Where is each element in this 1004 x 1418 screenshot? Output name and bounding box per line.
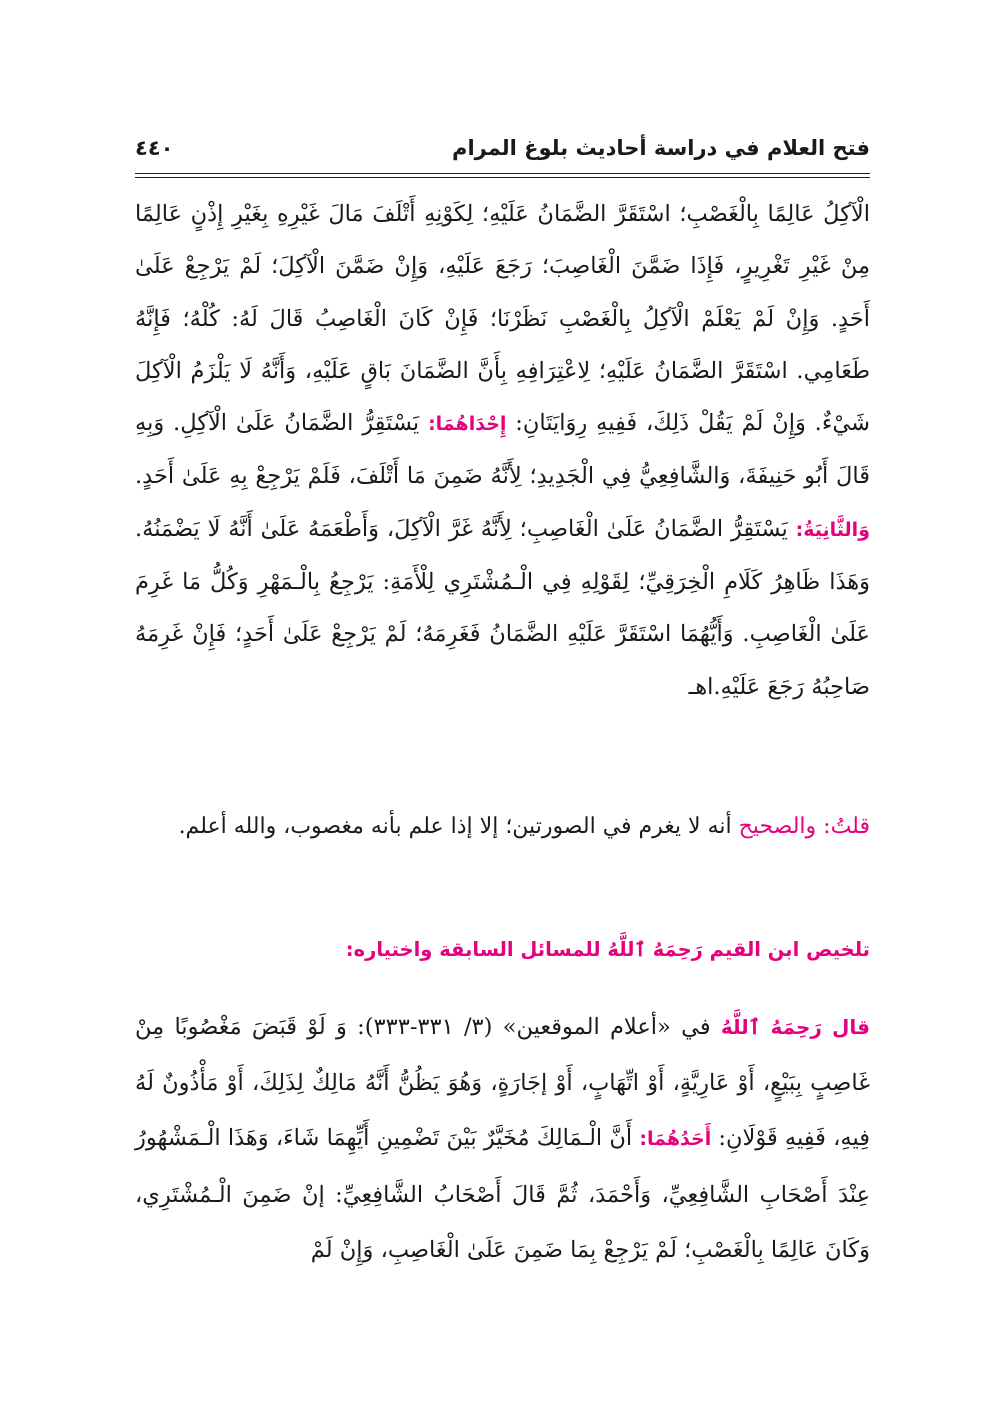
section-heading: تلخيص ابن القيم رَحِمَهُ ٱللَّهُ للمسائل السابقة واختياره:	[345, 938, 870, 961]
comment-paragraph	[135, 796, 870, 858]
quoted-passage-1	[135, 188, 870, 713]
quote-paragraph	[135, 188, 870, 713]
quote-text-part1: الْآكِلُ عَالِمًا بِالْغَصْبِ؛ اسْتَقَرَّ الضَّمَانُ عَلَيْهِ؛ لِكَوْنِهِ أَتْلَفَ مَالَ غَيْرِهِ بِغَيْرِ إِذْنٍ عَالِمًا مِنْ غَيْرِ تَغْرِيرٍ، فَإِذَا ضَمَّنَ الْغَاصِبَ؛ رَجَعَ عَلَيْهِ، وَإِنْ ضَمَّنَ الْآكِلَ؛ لَمْ يَرْجِعْ عَلَىٰ أَحَدٍ. وَإِنْ لَمْ يَعْلَمْ الْآكِلُ بِالْغَصْبِ نَظَرْنَا؛ فَإِنْ كَانَ الْغَاصِبُ قَالَ لَهُ: كُلْهُ؛ فَإِنَّهُ طَعَامِي. اسْتَقَرَّ الضَّمَانُ عَلَيْهِ؛ لِاعْتِرَافِهِ بِأَنَّ الضَّمَانَ بَاقٍ عَلَيْهِ، وَأَنَّهُ لَا يَلْزَمُ الْآكِلَ شَيْءٌ. وَإِنْ لَمْ يَقُلْ ذَلِكَ، فَفِيهِ رِوَايَتَانِ:	[135, 201, 871, 437]
quote2-paragraph	[135, 1000, 870, 1279]
comment-prefix: قلتُ:	[823, 814, 870, 839]
page-number: ٤٤٠	[135, 136, 174, 160]
highlight-first-narration: إِحْدَاهُمَا:	[428, 413, 507, 436]
quote2-text-part2: أَنَّ الْـمَالِكَ مُخَيَّرٌ بَيْنَ تَضْمِينِ أَيِّهِمَا شَاءَ، وَهَذَا الْـمَشْهُورُ عِنْدَ أَصْحَابِ الشَّافِعِيِّ، وَأَحْمَدَ، ثُمَّ قَالَ أَصْحَابُ الشَّافِعِيِّ: إنْ ضَمِنَ الْـمُشْتَرِي، وَكَانَ عَالِمًا بِالْغَصْبِ؛ لَمْ يَرْجِعْ بِمَا ضَمِنَ عَلَىٰ الْغَاصِبِ، وَإِنْ لَمْ	[135, 1125, 870, 1263]
comment-highlight: والصحيح	[738, 814, 817, 839]
page-header	[135, 128, 870, 168]
author-comment	[135, 796, 870, 858]
highlight-second-narration: وَالثَّانِيَةُ:	[795, 518, 870, 541]
header-rule-top	[135, 173, 870, 174]
quote2-lead: قال رَحِمَهُ ٱللَّهُ	[720, 1015, 870, 1039]
quoted-passage-2	[135, 1000, 870, 1279]
quote-text-part2: يَسْتَقِرُّ الضَّمَانُ عَلَىٰ الْآكِلِ. وَبِهِ قَالَ أَبُو حَنِيفَةَ، وَالشَّافِعِيُّ فِي الْجَدِيدِ؛ لِأَنَّهُ ضَمِنَ مَا أَتْلَفَ، فَلَمْ يَرْجِعْ بِهِ عَلَىٰ أَحَدٍ.	[135, 410, 870, 490]
highlight-first-opinion: أَحَدُهُمَا:	[639, 1128, 712, 1150]
book-title: فتح العلام في دراسة أحاديث بلوغ المرام	[452, 136, 870, 160]
quote-text-part3: يَسْتَقِرُّ الضَّمَانُ عَلَىٰ الْغَاصِبِ؛ لِأَنَّهُ غَرَّ الْآكِلَ، وَأَطْعَمَهُ عَلَىٰ أَنَّهُ لَا يَضْمَنُهُ. وَهَذَا ظَاهِرُ كَلَامِ الْخِرَقِيِّ؛ لِقَوْلِهِ فِي الْـمُشْتَرِي لِلْأَمَةِ: يَرْجِعُ بِالْـمَهْرِ وَكُلُّ مَا غَرِمَ عَلَىٰ الْغَاصِبِ. وَأَيُّهُمَا اسْتَقَرَّ عَلَيْهِ الضَّمَانُ فَغَرِمَهُ؛ لَمْ يَرْجِعْ عَلَىٰ أَحَدٍ؛ فَإِنْ غَرِمَهُ صَاحِبُهُ رَجَعَ عَلَيْهِ.اهـ	[135, 515, 870, 700]
comment-text: أنه لا يغرم في الصورتين؛ إلا إذا علم بأنه مغصوب، والله أعلم.	[178, 814, 732, 839]
header-rule-bottom	[135, 177, 870, 178]
quote2-text-part1: في «أعلام الموقعين» (٣/ ٣٣١-٣٣٣): وَ لَوْ قَبَضَ مَغْصُوبًا مِنْ غَاصِبٍ بِبَيْعٍ، أَوْ عَارِيَّةٍ، أَوْ اتِّهَابٍ، أَوْ إجَارَةٍ، وَهُوَ يَظُنُّ أَنَّهُ مَالِكٌ لِذَلِكَ، أَوْ مَأْذُونٌ لَهُ فِيهِ، فَفِيهِ قَوْلَانِ:	[135, 1014, 870, 1151]
